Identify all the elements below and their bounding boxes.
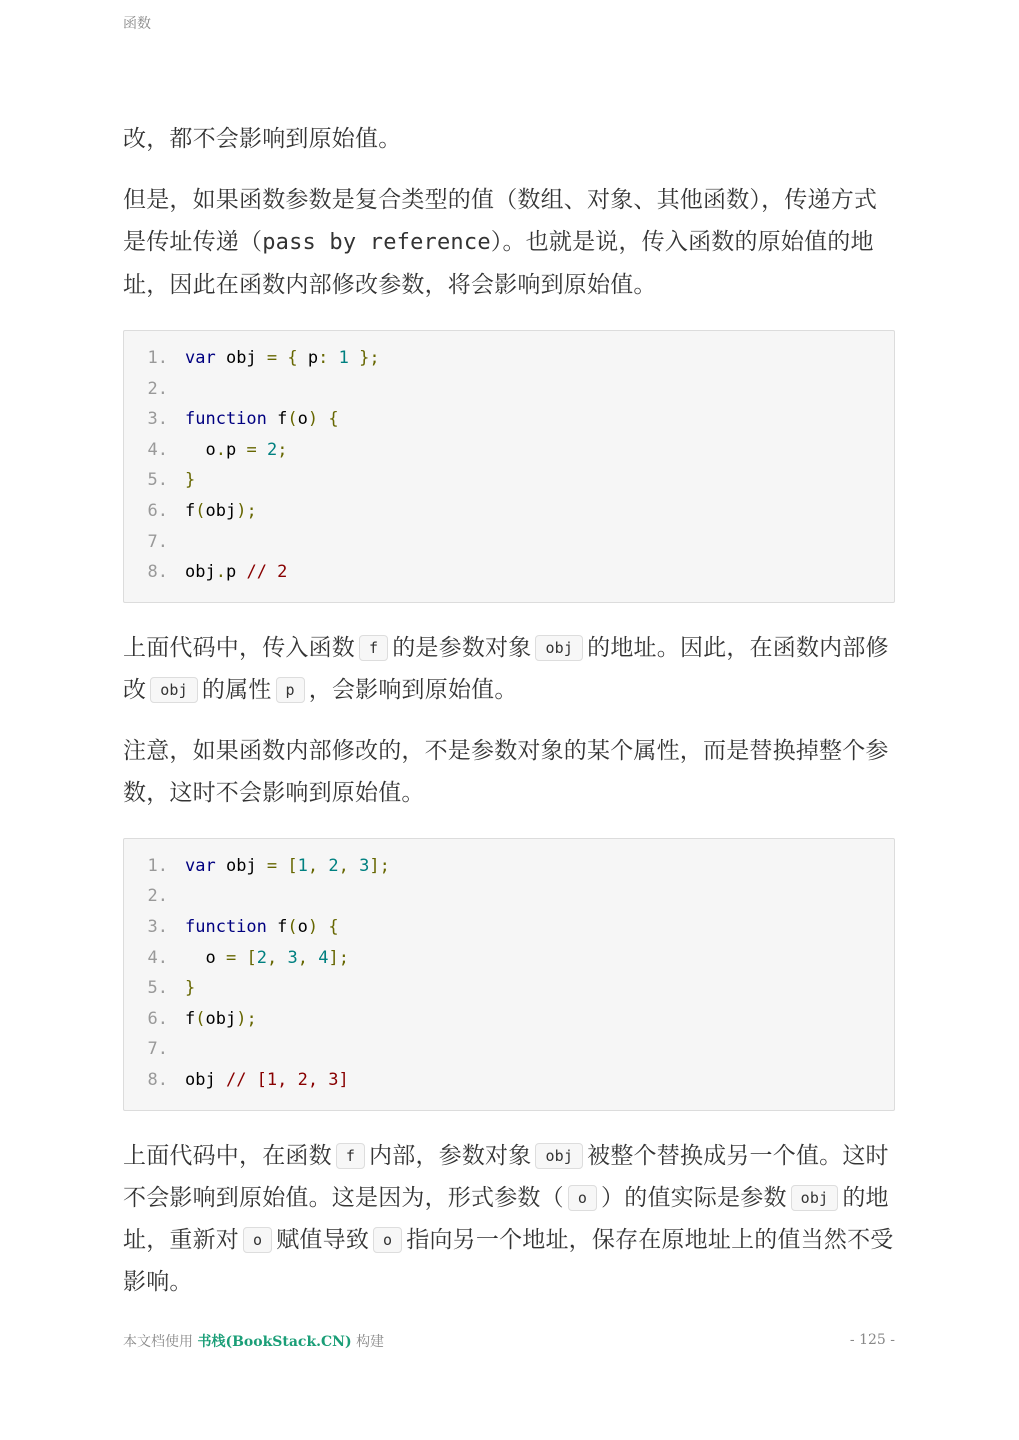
paragraph-2 bbox=[123, 179, 895, 306]
code-punct: . bbox=[215, 439, 226, 460]
code-line bbox=[124, 465, 894, 496]
code-text: p bbox=[297, 348, 319, 368]
paragraph-2-text-a: 但是，如果函数参数是复合类型的值（数组、对象、其他函数），传递方式是传址传递（ bbox=[123, 187, 878, 255]
code-text bbox=[349, 348, 359, 368]
code-text: f bbox=[266, 409, 288, 430]
code-line bbox=[124, 1034, 894, 1065]
code-punct: ); bbox=[236, 500, 257, 521]
code-text bbox=[277, 948, 287, 968]
code-text: p bbox=[225, 439, 247, 460]
code-text: obj bbox=[205, 1008, 237, 1029]
code-punct: { bbox=[328, 409, 339, 430]
page-number: - 125 - bbox=[849, 1332, 895, 1348]
code-text bbox=[308, 948, 318, 968]
line-number: 7. bbox=[147, 1039, 168, 1060]
inline-code: f bbox=[336, 1143, 365, 1169]
paragraph-3 bbox=[123, 627, 895, 711]
code-keyword: function bbox=[185, 409, 267, 430]
code-punct: . bbox=[215, 562, 226, 583]
code-punct: ) bbox=[307, 409, 319, 430]
line-number: 2. bbox=[147, 886, 168, 907]
line-number: 3. bbox=[147, 916, 168, 937]
code-punct: [ bbox=[287, 855, 298, 876]
paragraph-2-text-c: ）。也就是说，传入函数的原始值的地址，因此在函数内部修改参数，将会影响到原始值。 bbox=[123, 229, 874, 298]
line-number: 5. bbox=[147, 470, 168, 491]
code-punct: = bbox=[266, 348, 278, 368]
paragraph-1: 改，都不会影响到原始值。 bbox=[123, 126, 402, 152]
line-number: 6. bbox=[147, 500, 168, 521]
code-punct: , bbox=[338, 855, 349, 876]
code-block-1 bbox=[123, 330, 895, 603]
line-number: 4. bbox=[147, 439, 168, 460]
code-punct: ( bbox=[287, 409, 298, 430]
line-number: 8. bbox=[147, 1069, 168, 1090]
code-punct: ( bbox=[287, 916, 298, 937]
inline-code: f bbox=[359, 635, 388, 661]
paragraph-3-text: 的地址。因此，在函数内部修改 bbox=[123, 634, 889, 703]
line-number: 6. bbox=[147, 1008, 168, 1029]
paragraph-5-text: 被整个替换成另一个值。这时不会影响到原始值。这是因为，形式参数（ bbox=[123, 1142, 889, 1211]
code-text: f bbox=[266, 916, 288, 937]
paragraph-3-text: 的属性 bbox=[201, 676, 272, 703]
paragraph-5-text: 的地址，重新对 bbox=[123, 1184, 889, 1253]
code-punct: , bbox=[266, 947, 278, 968]
page-content bbox=[123, 118, 895, 1322]
code-number: 4 bbox=[318, 947, 329, 968]
line-number: 1. bbox=[147, 855, 168, 876]
code-text bbox=[318, 856, 328, 876]
line-number: 2. bbox=[147, 378, 168, 399]
code-punct: ]; bbox=[369, 855, 390, 876]
paragraph-5-text: 赋值导致 bbox=[276, 1226, 370, 1253]
line-number: 8. bbox=[147, 562, 168, 583]
code-line bbox=[124, 527, 894, 558]
code-line bbox=[124, 557, 894, 588]
line-number: 5. bbox=[147, 978, 168, 999]
code-text: o bbox=[185, 439, 216, 460]
code-punct: = bbox=[225, 947, 237, 968]
code-line bbox=[124, 851, 894, 882]
code-line bbox=[124, 1004, 894, 1035]
paragraph-5-text: 上面代码中，在函数 bbox=[123, 1142, 332, 1169]
code-comment: // [1, 2, 3] bbox=[225, 1069, 349, 1090]
code-text: o bbox=[297, 916, 308, 937]
footer-prefix: 本文档使用 bbox=[123, 1334, 193, 1350]
code-line bbox=[124, 404, 894, 435]
code-punct: , bbox=[307, 855, 319, 876]
code-text: p bbox=[225, 562, 247, 583]
line-number: 7. bbox=[147, 531, 168, 552]
paragraph-3-text: 上面代码中，传入函数 bbox=[123, 634, 355, 661]
code-text bbox=[277, 348, 287, 368]
code-punct: ) bbox=[307, 916, 319, 937]
paragraph-5-text: 内部，参数对象 bbox=[369, 1142, 532, 1169]
code-text bbox=[349, 856, 359, 876]
bookstack-link[interactable]: 书栈(BookStack.CN) bbox=[197, 1334, 352, 1350]
code-punct: ]; bbox=[328, 947, 349, 968]
code-line bbox=[124, 881, 894, 912]
code-text: f bbox=[185, 1008, 196, 1029]
code-line bbox=[124, 435, 894, 466]
code-number: 2 bbox=[256, 947, 267, 968]
code-punct: ( bbox=[195, 1008, 206, 1029]
code-text: obj bbox=[215, 348, 267, 368]
code-punct: ( bbox=[195, 500, 206, 521]
inline-code: p bbox=[276, 677, 305, 703]
paragraph-3-text: ，会影响到原始值。 bbox=[308, 676, 518, 703]
running-header-title: 函数 bbox=[123, 16, 151, 32]
code-text: obj bbox=[215, 855, 267, 876]
code-number: 3 bbox=[359, 855, 370, 876]
code-text: f bbox=[185, 500, 196, 521]
code-block-2 bbox=[123, 838, 895, 1111]
code-keyword: function bbox=[185, 916, 267, 937]
code-punct: [ bbox=[246, 947, 257, 968]
code-punct: = bbox=[246, 439, 257, 460]
paragraph-5 bbox=[123, 1135, 895, 1303]
code-punct: { bbox=[287, 348, 298, 368]
line-number: 3. bbox=[147, 409, 168, 430]
code-text: o bbox=[185, 947, 226, 968]
code-line bbox=[124, 912, 894, 943]
code-line bbox=[124, 374, 894, 405]
line-number: 1. bbox=[147, 348, 168, 368]
inline-code: o bbox=[568, 1185, 597, 1211]
paragraph-5-text: ）的值实际是参数 bbox=[601, 1184, 787, 1211]
inline-code: o bbox=[373, 1227, 402, 1253]
code-text: obj bbox=[185, 1069, 226, 1090]
code-punct: } bbox=[185, 470, 196, 491]
code-text bbox=[318, 917, 328, 937]
paragraph-2-mono: pass by reference bbox=[262, 230, 491, 255]
code-punct: ; bbox=[277, 439, 288, 460]
code-text: obj bbox=[185, 562, 216, 583]
inline-code: obj bbox=[791, 1185, 839, 1211]
code-text: obj bbox=[205, 500, 237, 521]
code-text: o bbox=[297, 409, 308, 430]
code-number: 2 bbox=[266, 439, 278, 460]
paragraph-5-text: 指向另一个地址，保存在原地址上的值当然不受影响。 bbox=[123, 1226, 894, 1295]
code-text bbox=[236, 948, 246, 968]
code-number: 2 bbox=[328, 855, 339, 876]
code-punct: : bbox=[318, 348, 329, 368]
inline-code: obj bbox=[535, 635, 583, 661]
code-punct: ); bbox=[236, 1008, 257, 1029]
code-keyword: var bbox=[185, 348, 216, 368]
inline-code: obj bbox=[535, 1143, 583, 1169]
code-text bbox=[257, 440, 267, 460]
inline-code: o bbox=[243, 1227, 272, 1253]
footer-suffix: 构建 bbox=[356, 1334, 385, 1350]
code-number: 3 bbox=[287, 947, 298, 968]
inline-code: obj bbox=[150, 677, 198, 703]
code-punct: = bbox=[266, 855, 278, 876]
code-punct: } bbox=[185, 978, 196, 999]
line-number: 4. bbox=[147, 947, 168, 968]
code-text bbox=[277, 856, 287, 876]
code-comment: // 2 bbox=[246, 562, 288, 583]
code-line bbox=[124, 973, 894, 1004]
code-text bbox=[318, 409, 328, 429]
code-line bbox=[124, 943, 894, 974]
paragraph-3-text: 的是参数对象 bbox=[392, 634, 532, 661]
code-punct: , bbox=[297, 947, 308, 968]
code-punct: }; bbox=[359, 348, 380, 368]
paragraph-4: 注意，如果函数内部修改的，不是参数对象的某个属性，而是替换掉整个参数，这时不会影响到原始值。 bbox=[123, 737, 889, 806]
code-punct: { bbox=[328, 916, 339, 937]
code-line bbox=[124, 496, 894, 527]
code-text bbox=[328, 348, 338, 368]
code-line bbox=[124, 1065, 894, 1096]
code-keyword: var bbox=[185, 855, 216, 876]
code-number: 1 bbox=[297, 855, 308, 876]
code-number: 1 bbox=[338, 348, 349, 368]
footer-credit bbox=[123, 1331, 384, 1351]
code-line bbox=[124, 343, 894, 374]
